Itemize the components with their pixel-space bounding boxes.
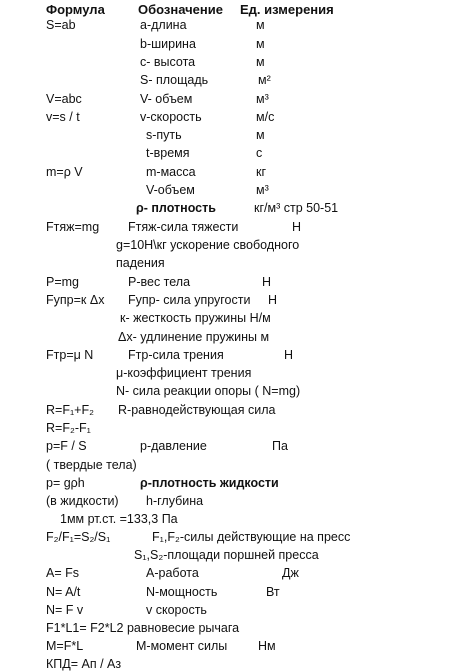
text-line: v=s / t <box>46 110 80 124</box>
text-line: V=abc <box>46 92 82 106</box>
text-line: м³ <box>256 92 269 106</box>
text-line: с <box>256 146 263 160</box>
text-line: g=10Н\кг ускорение свободного <box>116 238 300 252</box>
text-line: Па <box>272 439 288 453</box>
text-line: с- высота <box>140 55 196 69</box>
text-line: m=ρ V <box>46 165 83 179</box>
text-line: R-равнодействующая сила <box>118 403 276 417</box>
text-line: b-ширина <box>140 37 196 51</box>
text-line: Нм <box>258 639 276 653</box>
text-line: P-вес тела <box>128 275 191 289</box>
text-line: N= A/t <box>46 585 81 599</box>
text-line: p= gρh <box>46 476 85 490</box>
header-units: Ед. измерения <box>240 2 334 17</box>
text-line: кг <box>256 165 267 179</box>
text-line: м <box>256 18 265 32</box>
text-line: M=F*L <box>46 639 84 653</box>
text-line: Fтр-сила трения <box>128 348 224 362</box>
text-line: P=mg <box>46 275 80 289</box>
text-line: к- жесткость пружины Н/м <box>120 311 271 325</box>
text-line: м <box>256 128 265 142</box>
text-line: р-давление <box>140 439 207 453</box>
text-line: Fтр=μ N <box>46 348 94 362</box>
text-line: p=F / S <box>46 439 87 453</box>
text-line: Н <box>292 220 302 234</box>
text-line: N= F v <box>46 603 84 617</box>
text-line: R=F₁+F₂ <box>46 403 94 417</box>
text-line: V- объем <box>140 92 193 106</box>
text-line: Δх- удлинение пружины м <box>118 330 270 344</box>
text-line: Н <box>262 275 272 289</box>
text-line: M-момент силы <box>136 639 228 653</box>
text-line: v скорость <box>146 603 207 617</box>
text-line: R=F₂-F₁ <box>46 421 91 435</box>
text-line: м <box>256 37 265 51</box>
text-line: N-мощность <box>146 585 218 599</box>
header-notation: Обозначение <box>138 2 223 17</box>
text-line: N- сила реакции опоры ( N=mg) <box>116 384 301 398</box>
text-line: Fупр- сила упругости <box>128 293 251 307</box>
text-line: s-путь <box>146 128 182 142</box>
text-line: м <box>256 55 265 69</box>
text-line: Н <box>284 348 294 362</box>
text-line: S- площадь <box>140 73 209 87</box>
text-line: V-объем <box>146 183 195 197</box>
text-line: A-работа <box>146 566 199 580</box>
text-line: ( твердые тела) <box>46 458 137 472</box>
text-line: КПД= Ап / Аз <box>46 657 122 671</box>
text-line: v-скорость <box>140 110 202 124</box>
text-line: 1мм рт.ст. =133,3 Па <box>60 512 178 526</box>
text-line: F₁,F₂-силы действующие на пресс <box>152 530 351 544</box>
text-line: а-длина <box>140 18 187 32</box>
text-line: кг/м³ стр 50-51 <box>254 201 339 215</box>
text-line: м/с <box>256 110 275 124</box>
text-line: h-глубина <box>146 494 204 508</box>
header-formula: Формула <box>46 2 105 17</box>
text-line: м³ <box>256 183 269 197</box>
text-line: Дж <box>282 566 299 580</box>
text-line: м² <box>258 73 271 87</box>
text-line: μ-коэффициент трения <box>116 366 252 380</box>
text-line: S=ab <box>46 18 76 32</box>
text-line: t-время <box>146 146 190 160</box>
text-line: (в жидкости) <box>46 494 119 508</box>
text-line: ρ-плотность жидкости <box>140 476 279 490</box>
text-line: Н <box>268 293 278 307</box>
text-line: m-масса <box>146 165 196 179</box>
text-line: S₁,S₂-площади поршней пресса <box>134 548 319 562</box>
text-line: Вт <box>266 585 280 599</box>
text-line: F₂/F₁=S₂/S₁ <box>46 530 111 544</box>
text-line: Fтяж-сила тяжести <box>128 220 239 234</box>
text-line: падения <box>116 256 165 270</box>
text-line: ρ- плотность <box>136 201 216 215</box>
text-line: Fупр=к Δх <box>46 293 105 307</box>
text-line: A= Fs <box>46 566 79 580</box>
text-line: F1*L1= F2*L2 равновесие рычага <box>46 621 240 635</box>
text-line: Fтяж=mg <box>46 220 100 234</box>
